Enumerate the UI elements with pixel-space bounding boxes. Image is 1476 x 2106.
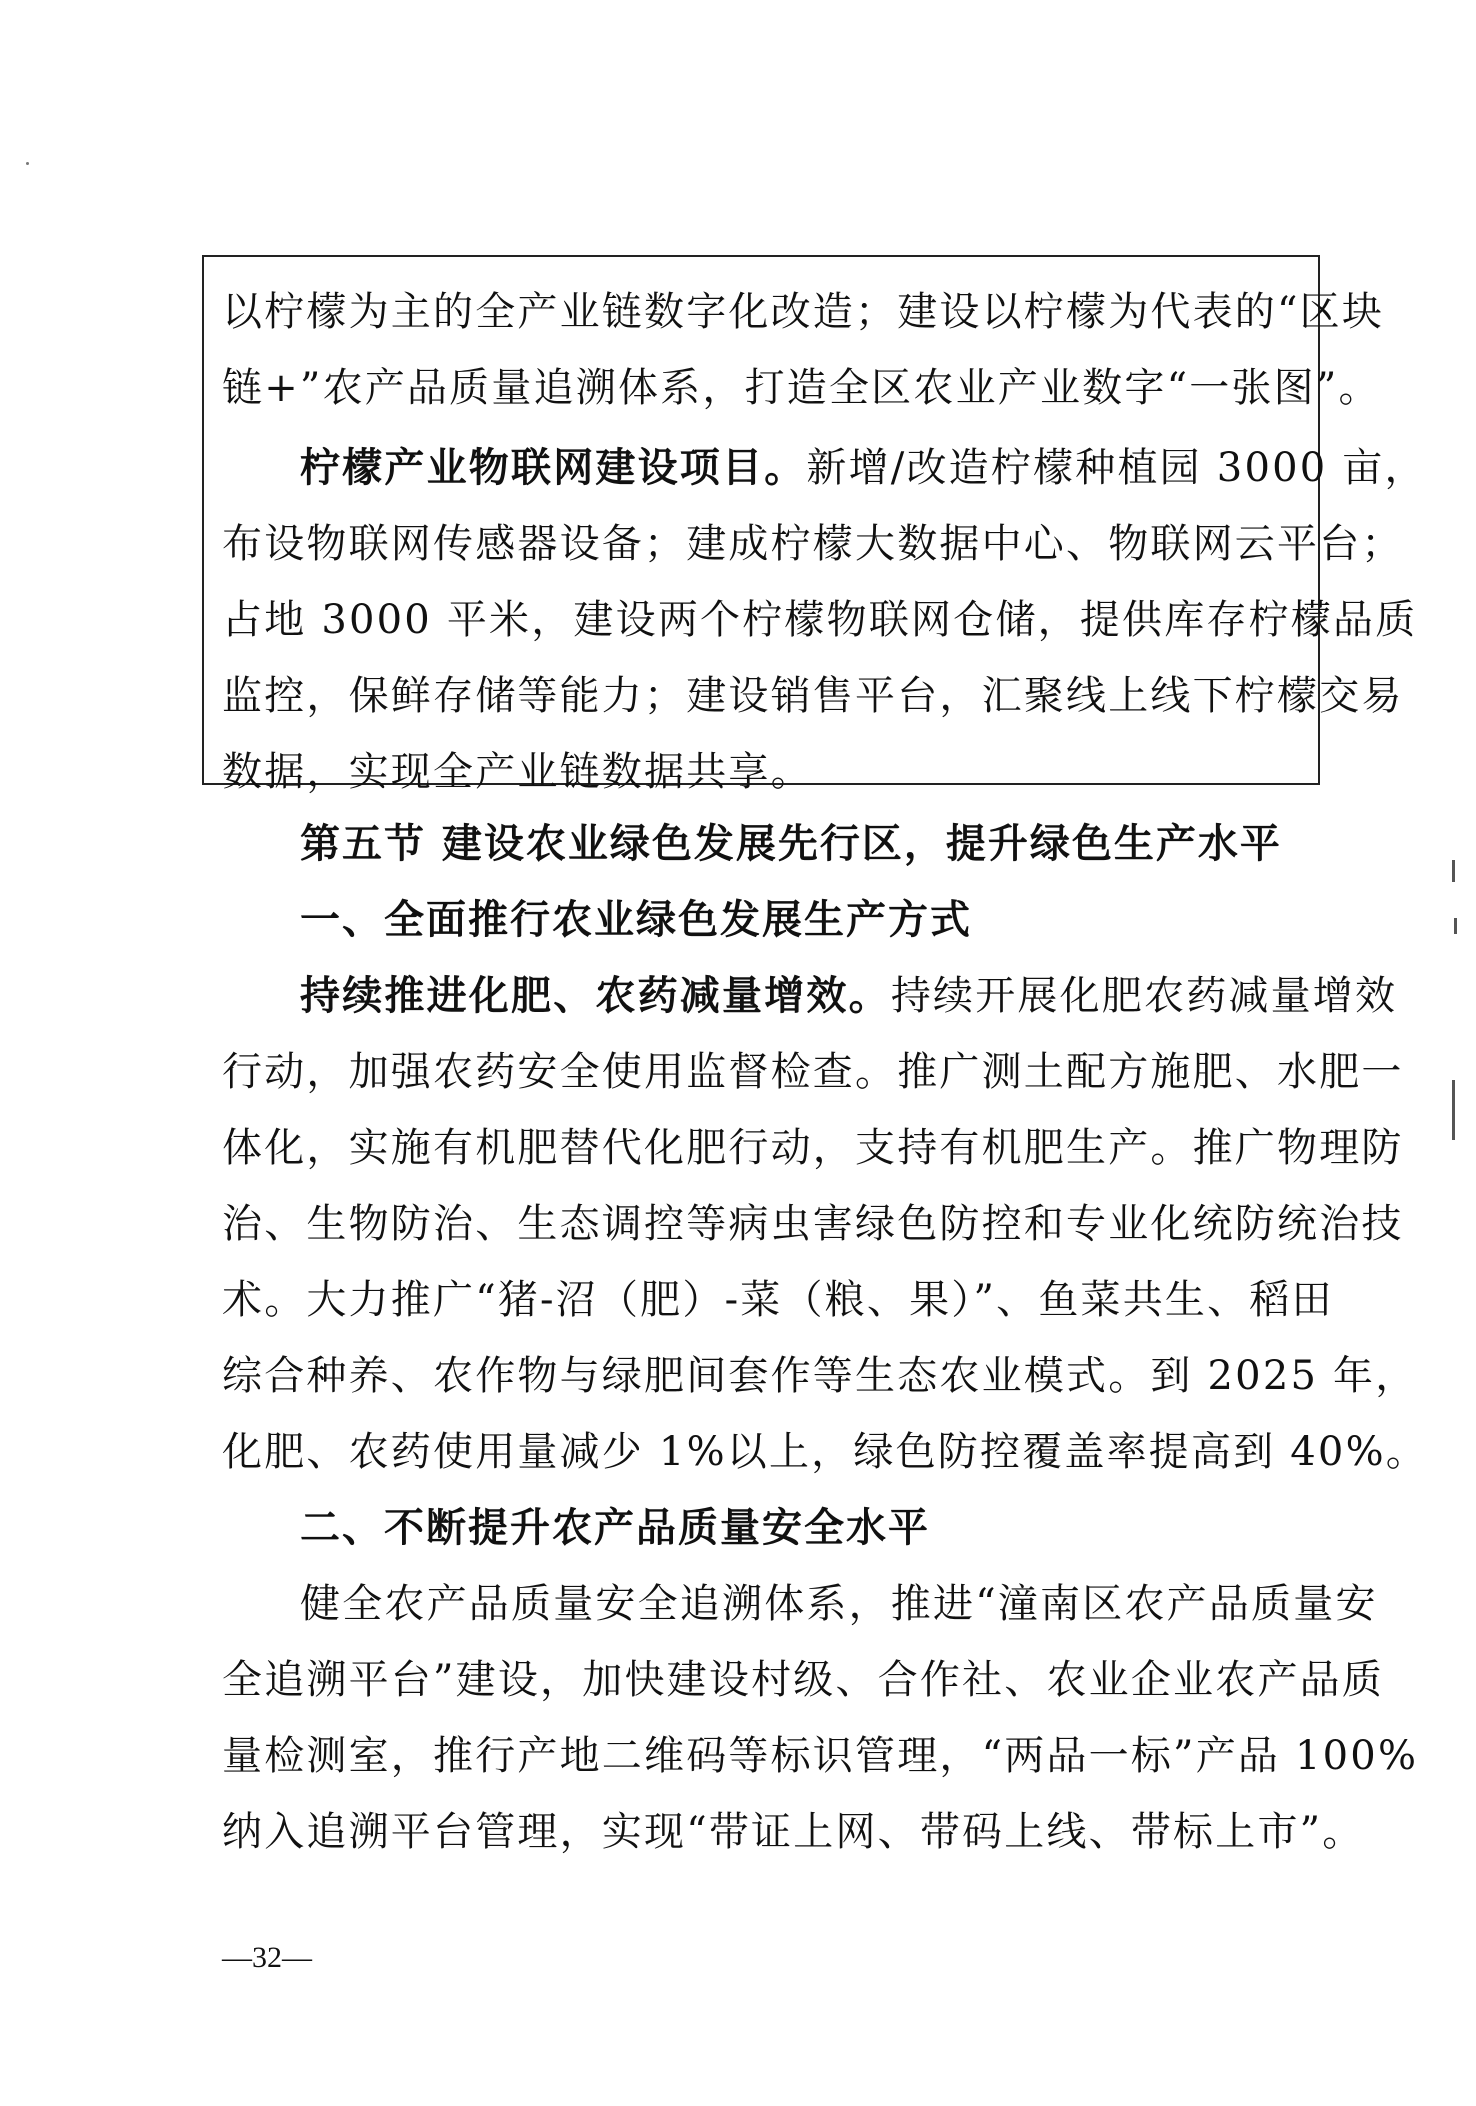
margin-mark [1452,1080,1455,1140]
part1-first-line [300,970,1397,1022]
part2-line-4: 纳入追溯平台管理，实现“带证上网、带码上线、带标上市”。 [222,1809,1365,1855]
part1-lead-bold: 持续推进化肥、农药减量增效。 [300,972,891,1019]
part2-line-2: 全追溯平台”建设，加快建设村级、合作社、农业企业农产品质 [222,1657,1385,1703]
part2-heading: 二、不断提升农产品质量安全水平 [300,1504,930,1551]
part1-line-2: 行动，加强农药安全使用监督检查。推广测土配方施肥、水肥一 [222,1049,1404,1095]
part1-heading: 一、全面推行农业绿色发展生产方式 [300,896,972,943]
part2-line-3: 量检测室，推行产地二维码等标识管理，“两品一标”产品 100% [222,1733,1419,1779]
binding-margin-marks [1452,860,1460,1160]
part1-line-4: 治、生物防治、生态调控等病虫害绿色防控和专业化统防统治技 [222,1201,1404,1247]
page-number: —32— [222,1941,312,1974]
box-line-1: 以柠檬为主的全产业链数字化改造；建设以柠檬为代表的“区块 [222,289,1385,335]
project-paragraph-first-line [300,442,1427,494]
part1-line-3: 体化，实施有机肥替代化肥行动，支持有机肥生产。推广物理防 [222,1125,1404,1171]
project-line1-rest: 新增/改造柠檬种植园 3000 亩， [806,445,1427,491]
project-line-2: 布设物联网传感器设备；建成柠檬大数据中心、物联网云平台； [222,521,1404,567]
box-line-2: 链+”农产品质量追溯体系，打造全区农业产业数字“一张图”。 [222,365,1381,411]
project-line-5: 数据，实现全产业链数据共享。 [222,749,813,795]
part1-lead-rest: 持续开展化肥农药减量增效 [890,973,1398,1019]
project-title: 柠檬产业物联网建设项目。 [300,444,807,491]
margin-mark [1454,918,1457,934]
scan-speck [26,162,29,165]
project-line-4: 监控，保鲜存储等能力；建设销售平台，汇聚线上线下柠檬交易 [222,673,1404,719]
part1-line-7: 化肥、农药使用量减少 1%以上，绿色防控覆盖率提高到 40%。 [222,1429,1428,1475]
section-title: 第五节 建设农业绿色发展先行区，提升绿色生产水平 [300,820,1282,867]
part1-line-6: 综合种养、农作物与绿肥间套作等生态农业模式。到 2025 年， [222,1353,1418,1399]
part2-line-1: 健全农产品质量安全追溯体系，推进“潼南区农产品质量安 [300,1581,1378,1627]
project-line-3: 占地 3000 平米，建设两个柠檬物联网仓储，提供库存柠檬品质 [222,597,1418,643]
margin-mark [1452,860,1455,882]
part1-line-5: 术。大力推广“猪-沼（肥）-菜（粮、果）”、鱼菜共生、稻田 [222,1277,1334,1323]
